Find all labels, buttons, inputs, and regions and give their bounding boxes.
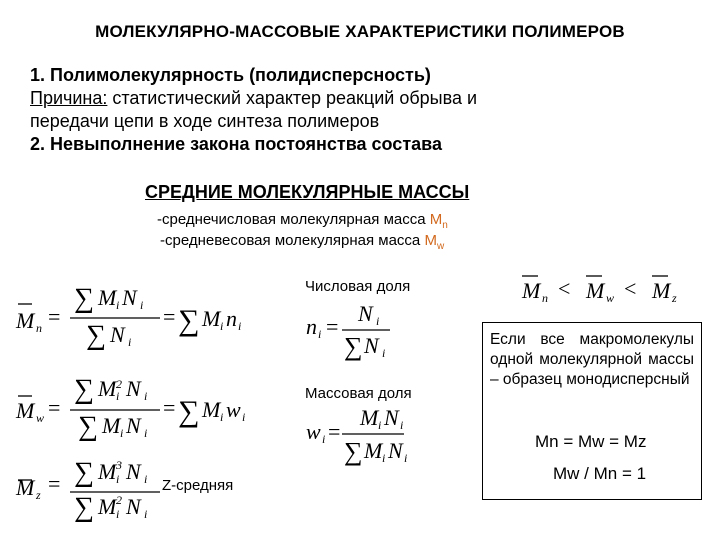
svg-text:i: i — [116, 389, 120, 403]
svg-text:<: < — [558, 276, 571, 301]
svg-text:w: w — [606, 291, 615, 305]
svg-text:i: i — [220, 319, 224, 333]
weight-average-text: -средневесовая молекулярная масса — [160, 232, 425, 249]
svg-text:w: w — [306, 419, 321, 444]
svg-text:i: i — [144, 426, 148, 440]
svg-text:=: = — [328, 419, 341, 444]
svg-text:i: i — [400, 418, 404, 432]
svg-text:i: i — [378, 418, 382, 432]
svg-text:3: 3 — [116, 458, 122, 472]
section-heading: СРЕДНИЕ МОЛЕКУЛЯРНЫЕ МАССЫ — [145, 182, 470, 202]
weight-average-sym: M — [424, 232, 437, 249]
svg-text:i: i — [376, 314, 380, 328]
svg-text:∑: ∑ — [178, 304, 200, 337]
svg-text:=: = — [48, 304, 61, 329]
reason-label: Причина: — [30, 88, 108, 108]
svg-text:N: N — [384, 405, 399, 430]
svg-text:i: i — [404, 451, 408, 465]
svg-text:n: n — [306, 314, 317, 339]
svg-text:i: i — [144, 389, 148, 403]
svg-text:i: i — [382, 451, 386, 465]
svg-text:M: M — [102, 413, 121, 438]
svg-text:N: N — [388, 438, 403, 463]
svg-text:i: i — [382, 346, 386, 360]
number-fraction-label: Числовая доля — [305, 278, 411, 295]
weight-average-sub: w — [436, 241, 445, 252]
svg-text:=: = — [326, 314, 339, 339]
svg-text:M: M — [98, 376, 117, 401]
svg-text:N: N — [364, 333, 379, 358]
svg-text:M: M — [16, 475, 35, 500]
svg-text:=: = — [163, 395, 176, 420]
svg-text:i: i — [322, 432, 326, 446]
svg-text:n: n — [542, 291, 548, 305]
svg-text:n: n — [36, 321, 42, 335]
page-title: МОЛЕКУЛЯРНО-МАССОВЫЕ ХАРАКТЕРИСТИКИ ПОЛИМЕРОВ — [95, 22, 625, 41]
svg-text:N: N — [358, 301, 373, 326]
intro-line-4: 2. Невыполнение закона постоянства состава — [30, 134, 442, 154]
svg-text:=: = — [48, 471, 61, 496]
mn-symbol: M — [16, 308, 35, 333]
svg-text:∑: ∑ — [74, 492, 94, 523]
svg-text:n: n — [226, 306, 237, 331]
monodisperse-text: Если все макромолекулы одной молекулярной массы – образец монодисперсный — [490, 331, 694, 388]
svg-text:∑: ∑ — [86, 320, 106, 351]
svg-text:∑: ∑ — [344, 332, 363, 361]
svg-text:M: M — [522, 278, 541, 303]
svg-text:i: i — [116, 298, 120, 312]
svg-text:N: N — [126, 459, 141, 484]
svg-text:i: i — [120, 426, 124, 440]
svg-text:<: < — [624, 276, 637, 301]
number-average-sub: n — [442, 220, 448, 231]
svg-text:2: 2 — [116, 493, 122, 507]
svg-text:∑: ∑ — [74, 283, 94, 314]
svg-text:i: i — [238, 319, 242, 333]
svg-text:=: = — [163, 304, 176, 329]
svg-text:i: i — [242, 410, 246, 424]
svg-text:∑: ∑ — [74, 374, 94, 405]
svg-text:N: N — [110, 322, 125, 347]
z-average-label: Z-средняя — [162, 477, 234, 494]
svg-text:i: i — [220, 410, 224, 424]
svg-text:∑: ∑ — [344, 437, 363, 466]
svg-text:z: z — [672, 291, 677, 305]
svg-text:i: i — [116, 507, 120, 521]
svg-text:∑: ∑ — [74, 457, 94, 488]
svg-text:i: i — [140, 298, 144, 312]
svg-text:N: N — [126, 376, 141, 401]
svg-text:M: M — [360, 405, 379, 430]
svg-text:M: M — [98, 459, 117, 484]
svg-text:i: i — [144, 507, 148, 521]
svg-text:M: M — [98, 285, 117, 310]
number-average-sym: M — [429, 211, 443, 228]
mass-fraction-label: Массовая доля — [305, 385, 412, 402]
intro-line-1: 1. Полимолекулярность (полидисперсность) — [30, 65, 431, 85]
svg-text:M: M — [586, 278, 605, 303]
svg-text:2: 2 — [116, 377, 122, 391]
svg-text:M: M — [98, 494, 117, 519]
reason-text: статистический характер реакций обрыва и — [107, 88, 478, 108]
svg-text:i: i — [128, 335, 132, 349]
monodisperse-equality: Mn = Mw = Mz — [535, 432, 647, 451]
svg-text:M: M — [364, 438, 383, 463]
svg-text:M: M — [202, 397, 221, 422]
svg-text:w: w — [226, 397, 241, 422]
number-average-text: -среднечисловая молекулярная масса — [157, 211, 430, 228]
svg-text:=: = — [48, 395, 61, 420]
svg-text:z: z — [36, 488, 41, 502]
svg-text:i: i — [318, 327, 322, 341]
svg-text:N: N — [122, 285, 137, 310]
svg-text:i: i — [116, 472, 120, 486]
svg-text:M: M — [652, 278, 671, 303]
intro-line-3: передачи цепи в ходе синтеза полимеров — [30, 111, 380, 131]
svg-text:N: N — [126, 494, 141, 519]
svg-text:i: i — [144, 472, 148, 486]
monodisperse-ratio: Mw / Mn = 1 — [553, 464, 647, 483]
svg-text:M: M — [16, 398, 35, 423]
svg-text:N: N — [126, 413, 141, 438]
svg-text:∑: ∑ — [178, 395, 200, 428]
svg-text:∑: ∑ — [78, 411, 98, 442]
svg-text:M: M — [202, 306, 221, 331]
svg-text:w: w — [36, 411, 45, 425]
